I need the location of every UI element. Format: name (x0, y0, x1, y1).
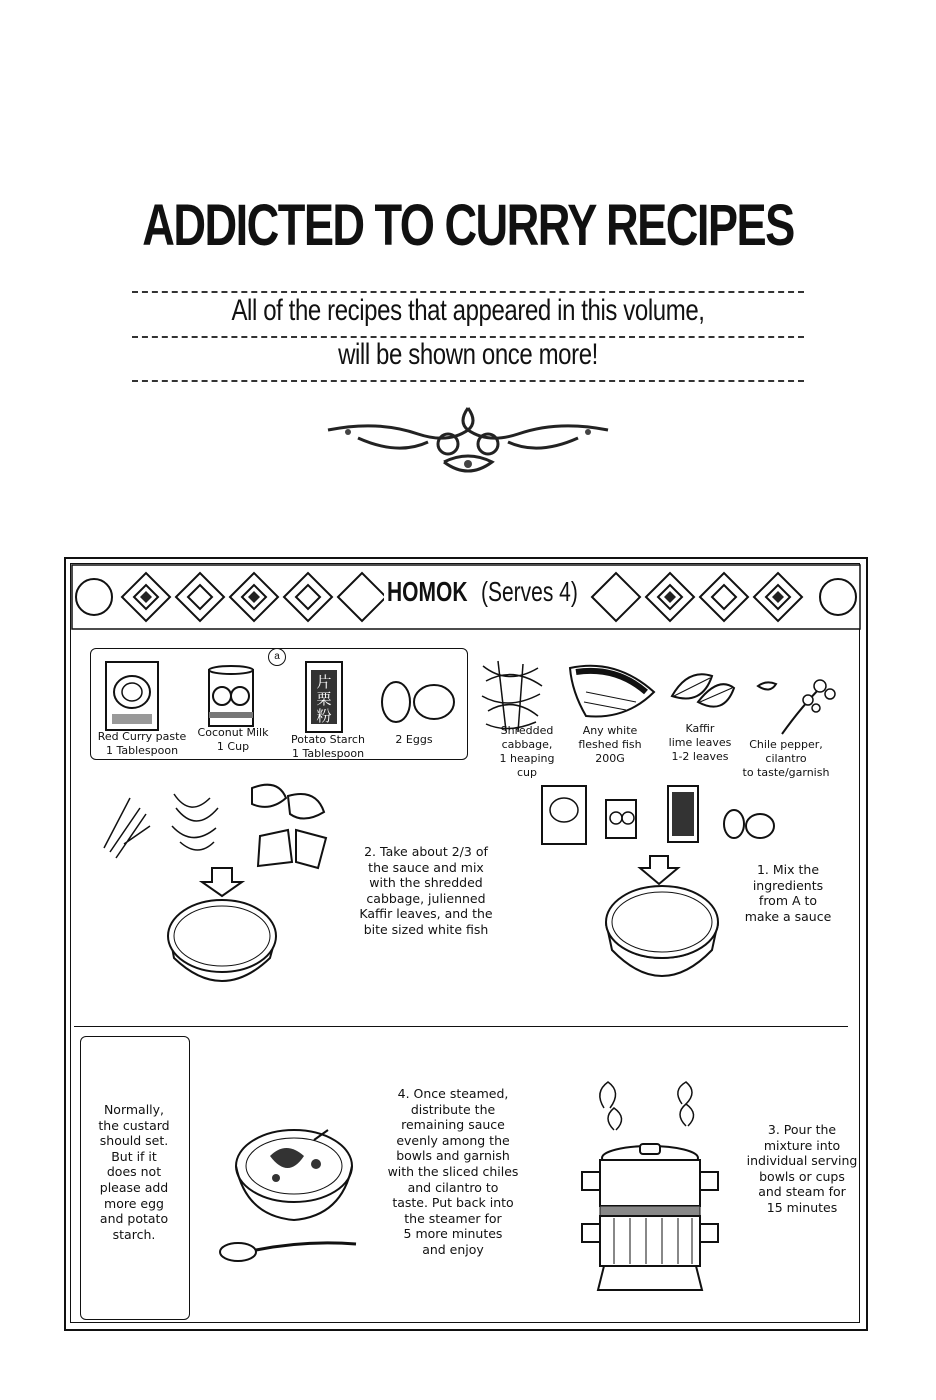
step-3-line: 15 minutes (766, 1199, 838, 1215)
step-1-line: from A to (758, 893, 818, 909)
note-line: please add (99, 1179, 169, 1195)
group-marker-a: a (268, 648, 286, 666)
ingredient-name-cont: cabbage, (501, 738, 553, 751)
ingredient-eggs (384, 733, 444, 747)
step-2-line: Kaffir leaves, and the (359, 906, 493, 922)
ingredient-potato-starch (280, 733, 376, 761)
coconut-milk-can-icon (206, 664, 256, 730)
ingredient-name: Shredded (500, 724, 554, 737)
ingredient-amount: 1-2 leaves (671, 750, 729, 763)
flourish-ornament-icon (318, 400, 618, 484)
ingredient-white-fish (574, 724, 646, 766)
step-2-line: the sauce and mix (368, 859, 484, 875)
ingredient-curry-paste (92, 730, 192, 758)
step-3-line: bowls or cups (759, 1168, 845, 1184)
step-3-line: 3. Pour the (767, 1122, 837, 1137)
dashed-rule (132, 291, 804, 293)
step-4-line: and enjoy (422, 1241, 484, 1257)
step-2-line: cabbage, julienned (366, 890, 486, 906)
ingredient-name: Red Curry paste (97, 730, 187, 743)
step-2-line: 2. Take about 2/3 of (364, 844, 488, 859)
note-text (84, 1102, 184, 1242)
subtitle-line-2: will be shown once more! (338, 338, 598, 371)
ingredient-amount: to taste/garnish (742, 766, 830, 779)
ingredient-name-cont: fleshed fish (578, 738, 642, 751)
kaffir-lime-leaves-icon (668, 666, 738, 718)
step-3-line: mixture into (763, 1137, 841, 1153)
step-4-line: the steamer for (404, 1210, 502, 1226)
step3-steamer-illustration (574, 1068, 734, 1298)
ingredient-name: Chile pepper, cilantro (749, 738, 823, 765)
page-title: ADDICTED TO CURRY RECIPES (142, 193, 794, 258)
step-4-line: and cilantro to (407, 1179, 499, 1195)
ingredient-name: Any white (582, 724, 638, 737)
note-line: the custard (98, 1117, 170, 1133)
step-4-line: with the sliced chiles (387, 1163, 519, 1179)
ingredient-amount: 1 Tablespoon (291, 747, 365, 760)
ingredient-coconut-milk (190, 726, 276, 754)
step-3-text (740, 1122, 864, 1216)
note-line: starch. (112, 1226, 156, 1242)
ingredient-name: Coconut Milk (197, 726, 269, 739)
ingredient-amount: 1 Cup (216, 740, 250, 753)
ingredient-name-cont: lime leaves (668, 736, 732, 749)
step-3-line: individual serving (746, 1153, 858, 1169)
ingredient-kaffir-lime (664, 722, 736, 764)
step-4-line: distribute the (410, 1101, 496, 1117)
note-line: and potato (99, 1211, 169, 1227)
note-line: does not (106, 1164, 162, 1180)
recipe-serves: (Serves 4) (478, 576, 581, 608)
step4-garnished-bowl-illustration (216, 1120, 376, 1280)
step-2-line: bite sized white fish (363, 921, 489, 937)
ingredient-chile-cilantro (730, 738, 842, 780)
step-1-line: 1. Mix the (756, 862, 820, 877)
note-line: should set. (99, 1133, 169, 1149)
ingredient-amount: 200G (595, 752, 625, 765)
step-4-line: bowls and garnish (396, 1148, 510, 1164)
note-line: Normally, (103, 1102, 165, 1117)
dashed-rule (132, 380, 804, 382)
white-fish-fillet-icon (566, 662, 658, 722)
step-4-line: evenly among the (396, 1132, 510, 1148)
recipe-name: HOMOK (384, 576, 470, 608)
ingredient-amount: 1 Tablespoon (105, 744, 179, 757)
ingredient-cabbage (492, 724, 562, 780)
note-line: more egg (104, 1195, 164, 1211)
subtitle-line-1: All of the recipes that appeared in this volume, (231, 294, 705, 327)
step-2-line: with the shredded (369, 875, 483, 891)
step2-mixing-illustration (100, 778, 340, 1008)
note-line: But if it (111, 1148, 157, 1164)
step-4-text (372, 1086, 534, 1258)
ingredient-amount: 1 heaping cup (499, 752, 555, 779)
curry-paste-packet-icon (104, 660, 160, 732)
ingredient-name: Potato Starch (291, 733, 365, 746)
step-1-text (728, 862, 848, 924)
ingredient-name: 2 Eggs (395, 733, 433, 746)
potato-starch-label: 片栗粉 (316, 673, 332, 725)
step-1-line: ingredients (752, 877, 824, 893)
step-2-text (340, 844, 512, 938)
chile-cilantro-icon (752, 676, 842, 736)
section-divider (74, 1026, 848, 1027)
step-4-line: 5 more minutes (403, 1226, 503, 1242)
step-4-line: 4. Once steamed, (397, 1086, 509, 1101)
step-3-line: and steam for (758, 1184, 846, 1200)
step-1-line: make a sauce (744, 908, 832, 924)
ingredient-name: Kaffir (685, 722, 715, 735)
step-4-line: remaining sauce (401, 1117, 505, 1133)
step-4-line: taste. Put back into (392, 1195, 514, 1211)
eggs-icon (378, 680, 458, 724)
